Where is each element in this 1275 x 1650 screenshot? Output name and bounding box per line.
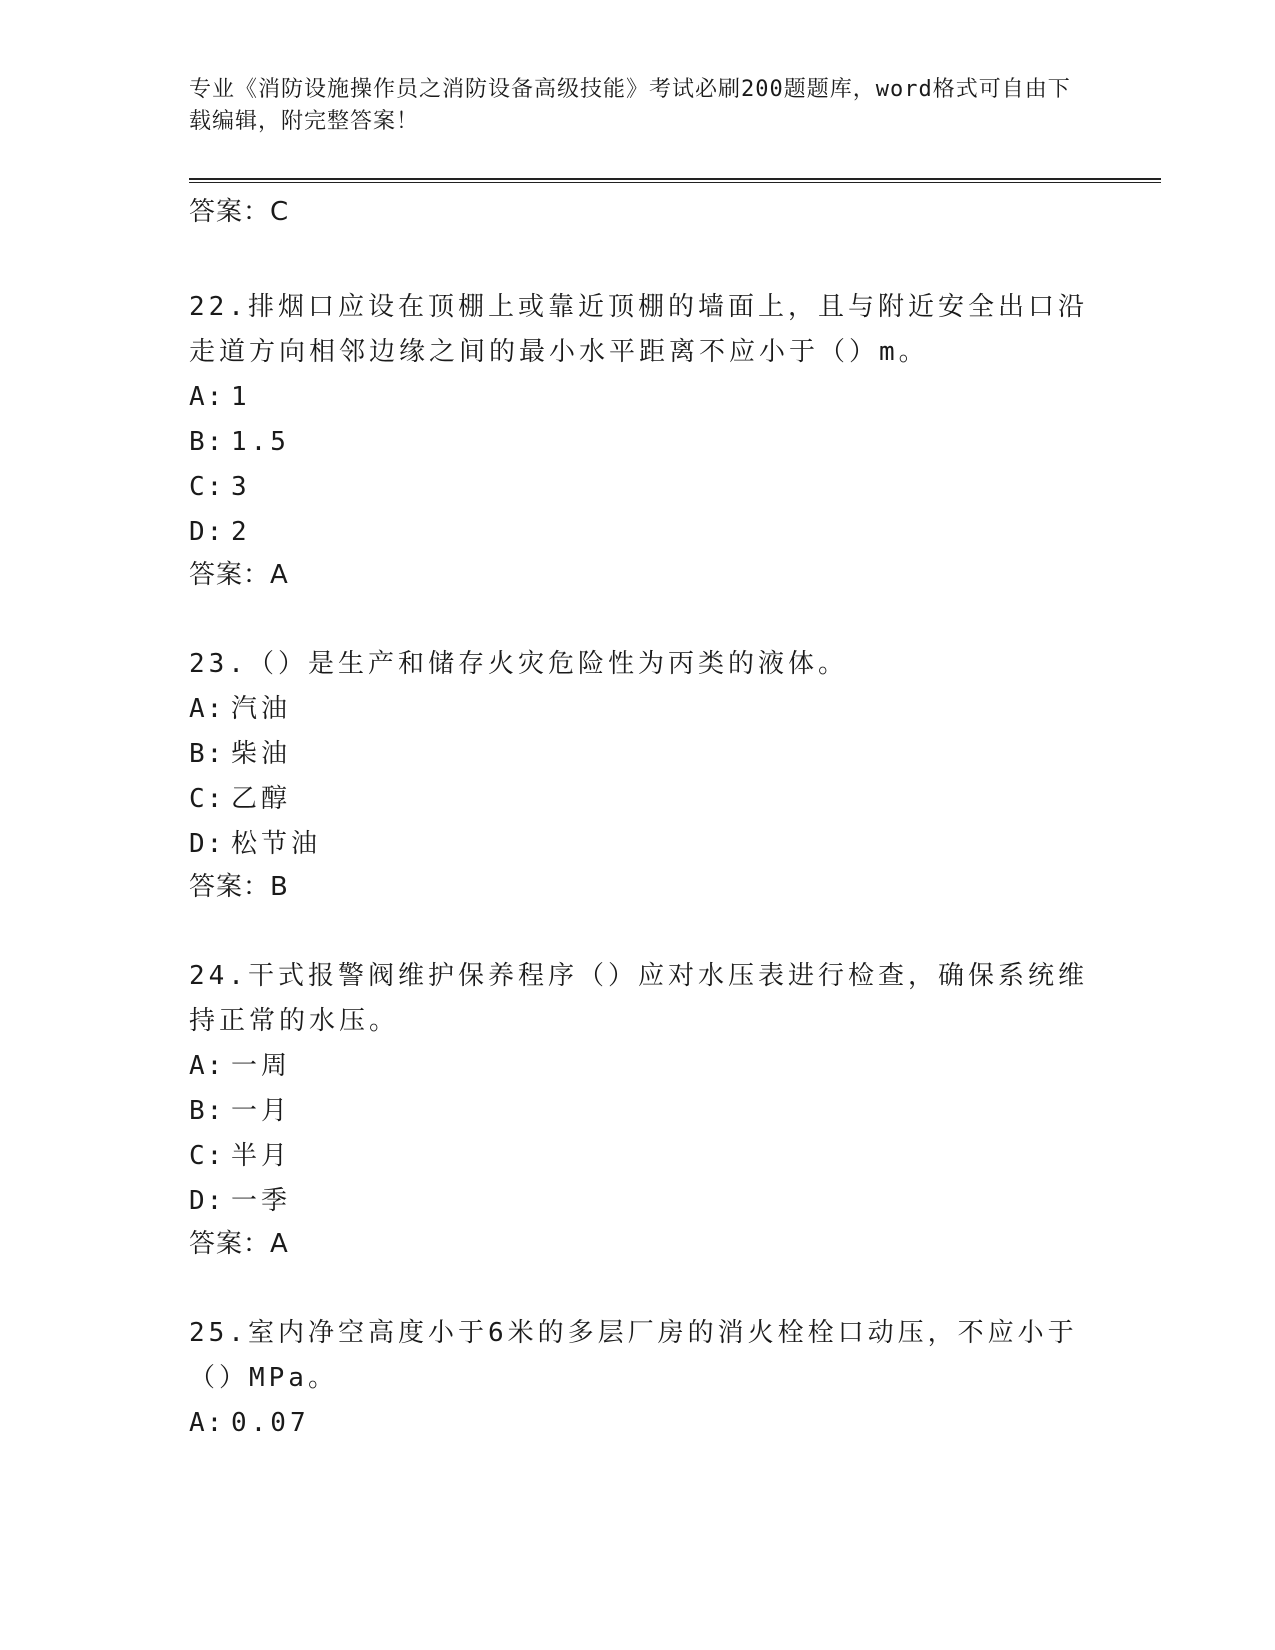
question-spacer [189, 597, 1089, 642]
option-text: 汽油 [231, 694, 292, 724]
option-b [189, 1089, 1089, 1134]
question-block-24 [189, 954, 1089, 1261]
option-text: 0.07 [231, 1408, 310, 1438]
question-content [189, 192, 1089, 1446]
option-label: C: [189, 1141, 225, 1171]
option-a [189, 1401, 1089, 1446]
option-d [189, 510, 1089, 555]
option-d [189, 1179, 1089, 1224]
option-c [189, 1134, 1089, 1179]
question-text: 22.排烟口应设在顶棚上或靠近顶棚的墙面上，且与附近安全出口沿走道方向相邻边缘之间的最小水平距离不应小于（）m。 [189, 292, 1088, 367]
question-spacer [189, 909, 1089, 954]
option-label: B: [189, 739, 225, 769]
option-text: 2 [231, 517, 251, 547]
option-label: B: [189, 427, 225, 457]
option-label: A: [189, 1408, 225, 1438]
option-text: 3 [231, 472, 251, 502]
option-text: 一月 [231, 1096, 292, 1126]
question-block-25 [189, 1311, 1089, 1446]
option-text: 柴油 [231, 739, 292, 769]
option-a [189, 375, 1089, 420]
option-b [189, 420, 1089, 465]
question-text: 23.（）是生产和储存火灾危险性为丙类的液体。 [189, 649, 848, 679]
question-spacer [189, 234, 1089, 285]
option-label: A: [189, 694, 225, 724]
option-label: C: [189, 472, 225, 502]
answer-text: 答案：C [189, 197, 290, 227]
option-a [189, 687, 1089, 732]
option-label: A: [189, 382, 225, 412]
option-c [189, 465, 1089, 510]
option-text: 一季 [231, 1186, 292, 1216]
option-text: 半月 [231, 1141, 292, 1171]
option-label: A: [189, 1051, 225, 1081]
option-label: D: [189, 1186, 225, 1216]
option-label: D: [189, 829, 225, 859]
question-block-23 [189, 642, 1089, 904]
option-text: 1 [231, 382, 251, 412]
question-text: 25.室内净空高度小于6米的多层厂房的消火栓栓口动压，不应小于（）MPa。 [189, 1318, 1078, 1393]
option-text: 松节油 [231, 829, 322, 859]
option-d [189, 822, 1089, 867]
answer-text: 答案：A [189, 1229, 289, 1259]
option-text: 一周 [231, 1051, 292, 1081]
option-b [189, 732, 1089, 777]
question-block-22 [189, 285, 1089, 592]
option-text: 乙醇 [231, 784, 292, 814]
answer-text: 答案：A [189, 560, 289, 590]
answer-text: 答案：B [189, 872, 289, 902]
option-a [189, 1044, 1089, 1089]
option-label: D: [189, 517, 225, 547]
option-label: C: [189, 784, 225, 814]
option-text: 1.5 [231, 427, 290, 457]
question-spacer [189, 1266, 1089, 1311]
page-header: 专业《消防设施操作员之消防设备高级技能》考试必刷200题题库，word格式可自由下载编辑，附完整答案！ [189, 77, 1071, 134]
question-text: 24.干式报警阀维护保养程序（）应对水压表进行检查，确保系统维持正常的水压。 [189, 961, 1088, 1036]
option-label: B: [189, 1096, 225, 1126]
option-c [189, 777, 1089, 822]
header-divider [189, 178, 1161, 183]
